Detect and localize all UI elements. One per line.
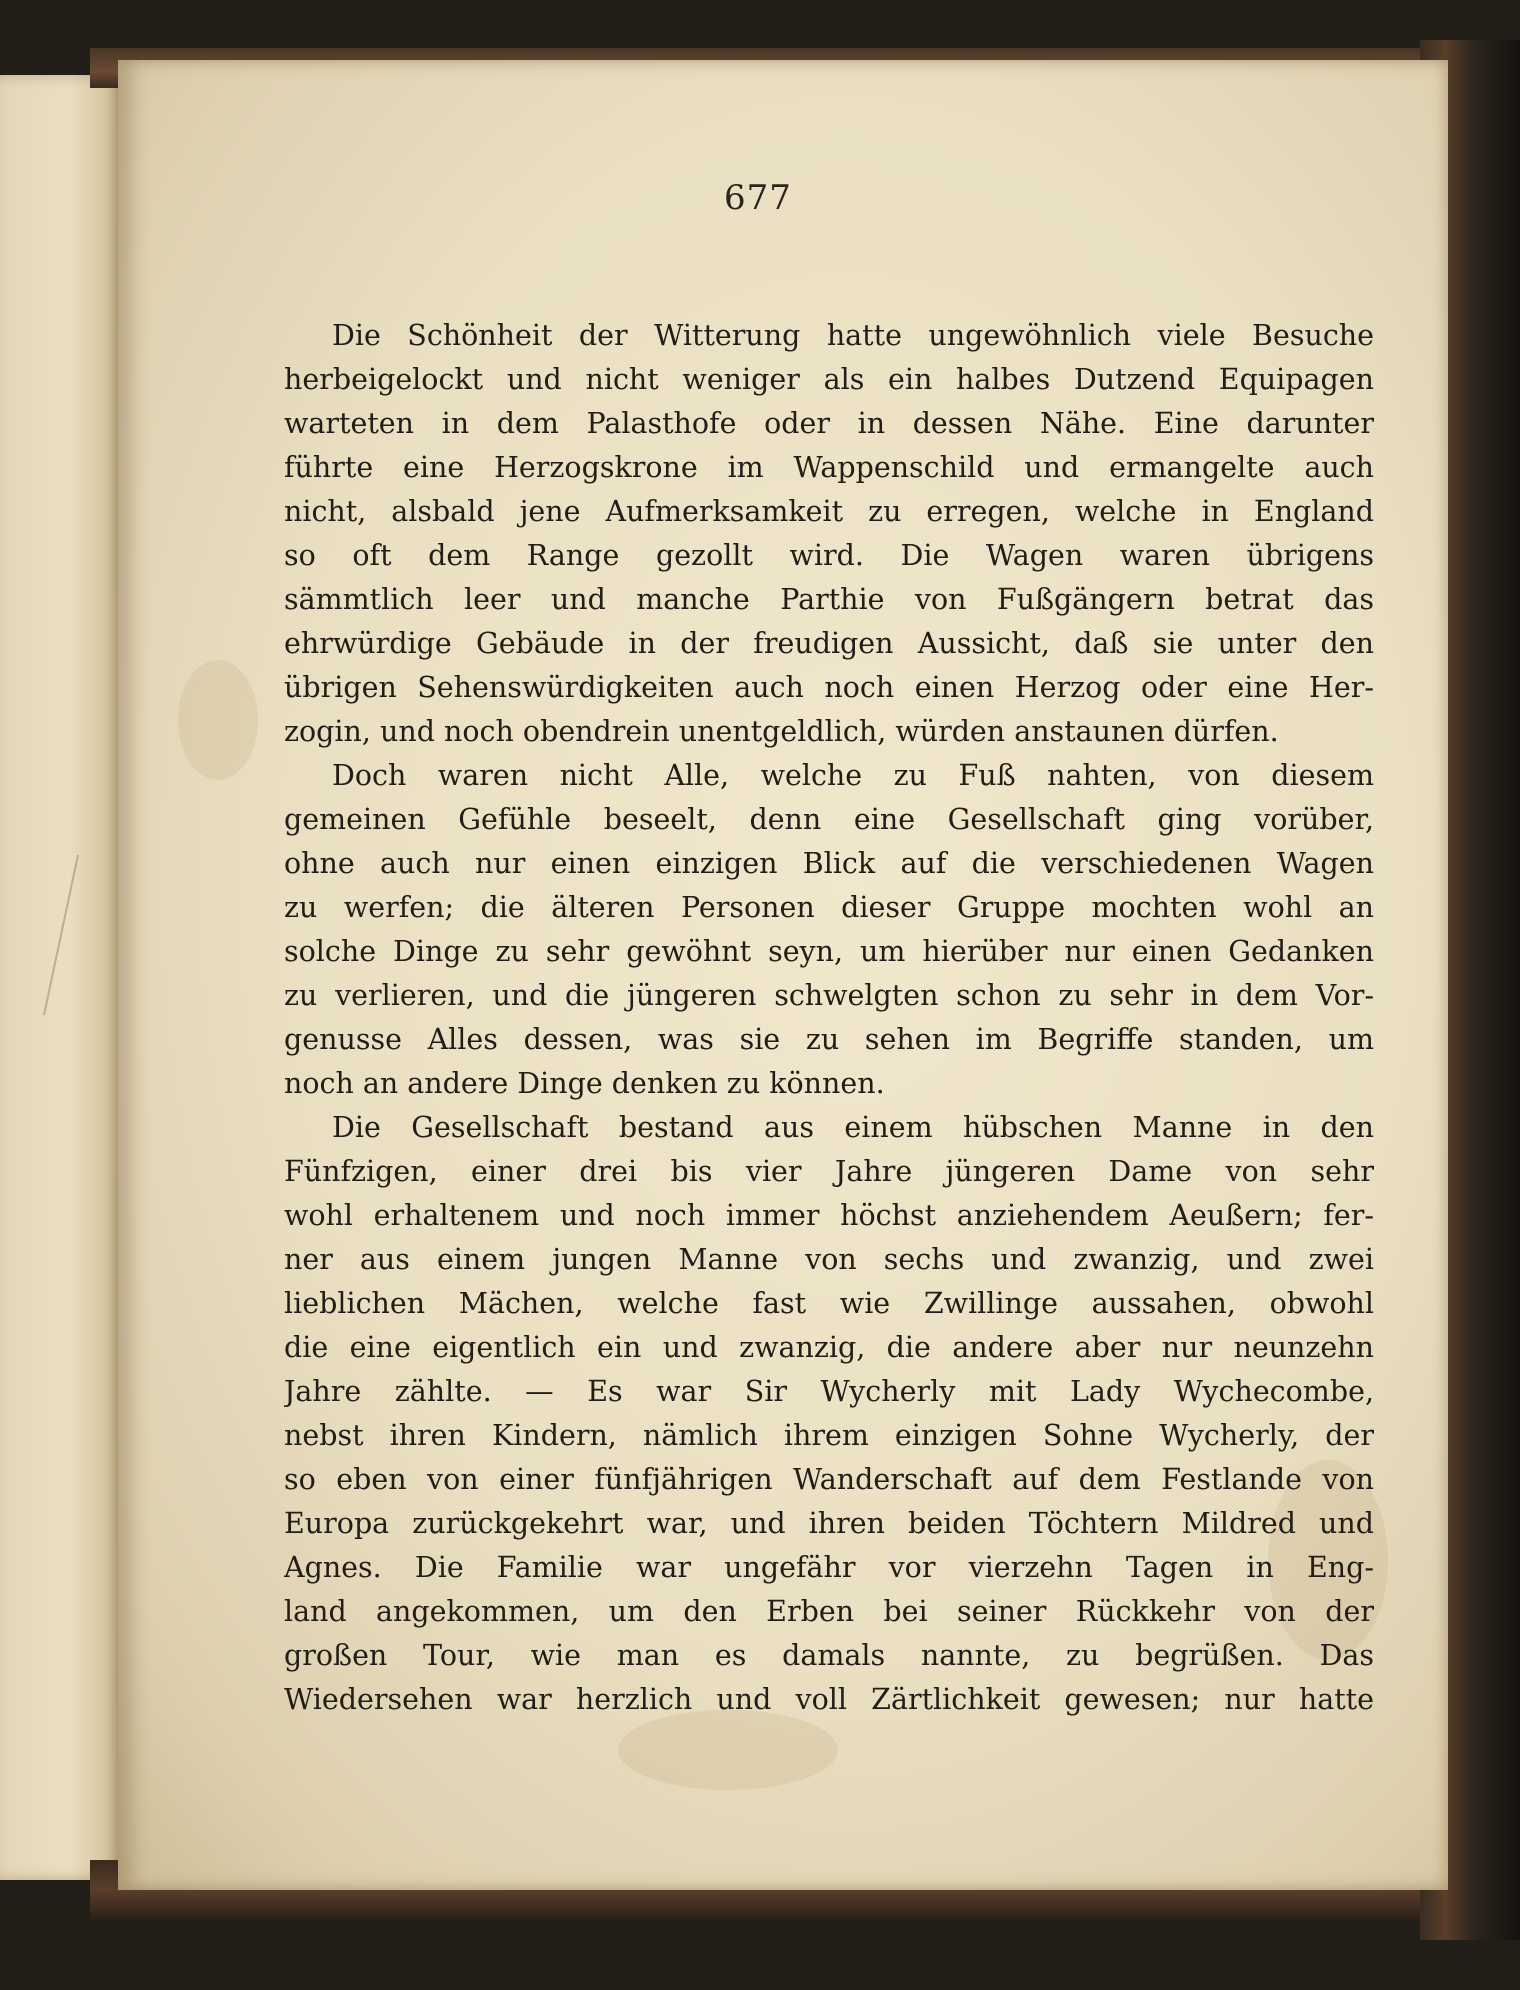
text-line: ehrwürdige Gebäude in der freudigen Aussicht, daß sie unter den [284, 627, 1374, 660]
text-line: führte eine Herzogskrone im Wappenschild und ermangelte auch [284, 451, 1374, 484]
page-tear [43, 855, 99, 1015]
text-line: so eben von einer fünfjährigen Wanderschaft auf dem Festlande von [284, 1463, 1374, 1496]
body-text [284, 314, 1374, 1722]
text-line: nicht, alsbald jene Aufmerksamkeit zu erregen, welche in England [284, 495, 1374, 528]
text-line: Jahre zählte. — Es war Sir Wycherly mit Lady Wychecombe, [284, 1375, 1374, 1408]
text-line: solche Dinge zu sehr gewöhnt seyn, um hierüber nur einen Gedanken [284, 935, 1374, 968]
text-line: zu werfen; die älteren Personen dieser Gruppe mochten wohl an [284, 891, 1374, 924]
text-line: Agnes. Die Familie war ungefähr vor vierzehn Tagen in Eng- [284, 1551, 1374, 1584]
text-line: Die Schönheit der Witterung hatte ungewöhnlich viele Besuche [332, 319, 1374, 352]
text-line: gemeinen Gefühle beseelt, denn eine Gesellschaft ging vorüber, [284, 803, 1374, 836]
text-line: übrigen Sehenswürdigkeiten auch noch einen Herzog oder eine Her- [284, 671, 1374, 704]
text-line: Doch waren nicht Alle, welche zu Fuß nahten, von diesem [332, 759, 1374, 792]
page-number: 677 [724, 178, 792, 218]
text-line: warteten in dem Palasthofe oder in dessen Nähe. Eine darunter [284, 407, 1374, 440]
text-line: ner aus einem jungen Manne von sechs und zwanzig, und zwei [284, 1243, 1374, 1276]
text-line: sämmtlich leer und manche Parthie von Fußgängern betrat das [284, 583, 1374, 616]
text-line: genusse Alles dessen, was sie zu sehen im Begriffe standen, um [284, 1023, 1374, 1056]
page-stain [618, 1710, 838, 1790]
text-line: die eine eigentlich ein und zwanzig, die andere aber nur neunzehn [284, 1331, 1374, 1364]
text-line: nebst ihren Kindern, nämlich ihrem einzigen Sohne Wycherly, der [284, 1419, 1374, 1452]
text-line: Wiedersehen war herzlich und voll Zärtlichkeit gewesen; nur hatte [284, 1683, 1374, 1716]
text-line: Fünfzigen, einer drei bis vier Jahre jüngeren Dame von sehr [284, 1155, 1374, 1188]
text-line: so oft dem Range gezollt wird. Die Wagen waren übrigens [284, 539, 1374, 572]
text-line: Europa zurückgekehrt war, und ihren beiden Töchtern Mildred und [284, 1507, 1374, 1540]
text-line: zu verlieren, und die jüngeren schwelgten schon zu sehr in dem Vor- [284, 979, 1374, 1012]
previous-page-edge [0, 75, 125, 1880]
text-line: land angekommen, um den Erben bei seiner Rückkehr von der [284, 1595, 1374, 1628]
text-line: Die Gesellschaft bestand aus einem hübschen Manne in den [332, 1111, 1374, 1144]
page-stain [178, 660, 258, 780]
text-line: herbeigelockt und nicht weniger als ein halbes Dutzend Equipagen [284, 363, 1374, 396]
book-page [118, 60, 1448, 1890]
text-line: lieblichen Mächen, welche fast wie Zwillinge aussahen, obwohl [284, 1287, 1374, 1320]
text-line: noch an andere Dinge denken zu können. [284, 1067, 885, 1100]
text-line: zogin, und noch obendrein unentgeldlich, würden anstaunen dürfen. [284, 715, 1279, 748]
text-line: wohl erhaltenem und noch immer höchst anziehendem Aeußern; fer- [284, 1199, 1374, 1232]
text-line: großen Tour, wie man es damals nannte, zu begrüßen. Das [284, 1639, 1374, 1672]
text-line: ohne auch nur einen einzigen Blick auf die verschiedenen Wagen [284, 847, 1374, 880]
